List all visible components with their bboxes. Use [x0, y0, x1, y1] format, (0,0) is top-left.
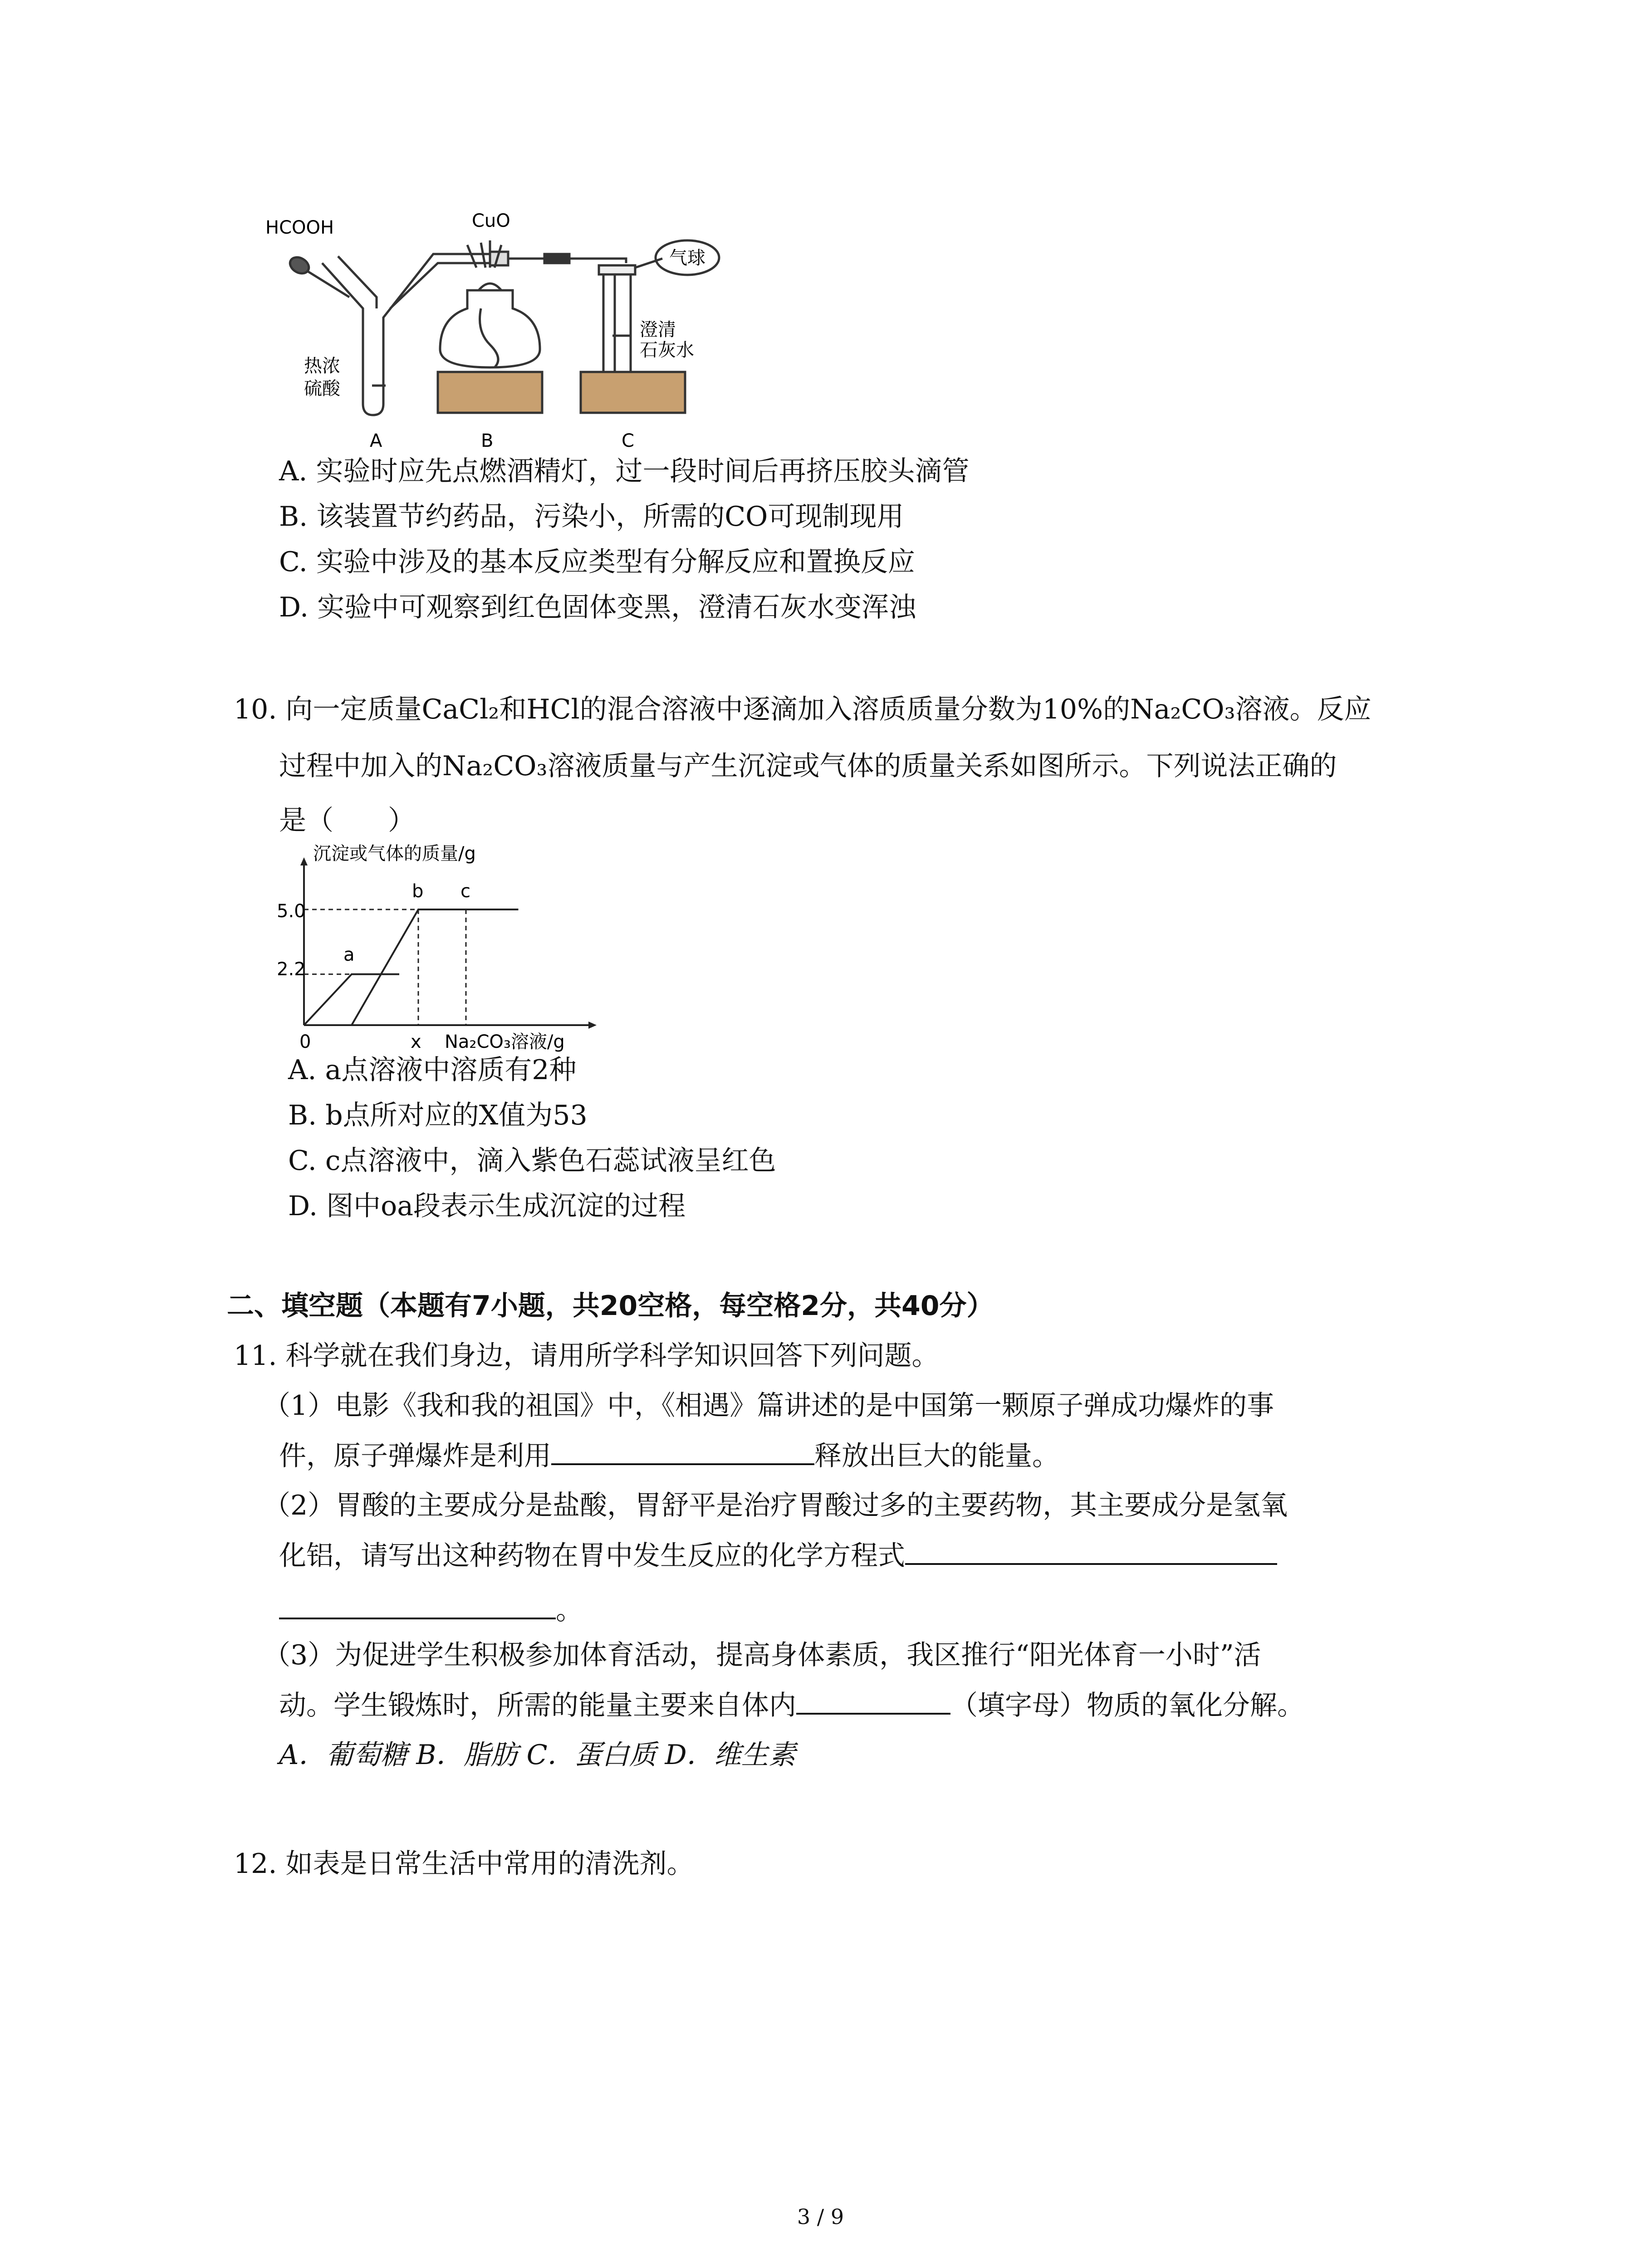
chart-series-line-1: [304, 974, 399, 1025]
balloon-label: 气球: [669, 248, 705, 269]
chart-point-a: a: [343, 944, 355, 965]
q11-part2-line2: [279, 1538, 1277, 1574]
q10-option-b: B. b点所对应的X值为53: [288, 1100, 588, 1131]
chart-series-line-2: [352, 909, 519, 1025]
q11-part1-line2-post: 释放出巨大的能量。: [814, 1440, 1059, 1472]
chart-point-b: b: [412, 881, 424, 902]
chart-origin-label: 0: [299, 1031, 311, 1052]
apparatus-label-c: C: [622, 430, 634, 451]
chart-x-label: Na₂CO₃溶液/g: [445, 1031, 565, 1052]
acid-label-1: 热浓: [304, 356, 340, 376]
q9-option-c: C. 实验中涉及的基本反应类型有分解反应和置换反应: [279, 546, 915, 578]
chart-y-label: 沉淀或气体的质量/g: [313, 844, 476, 864]
page-number: 3 / 9: [797, 2204, 844, 2229]
hcooh-label: HCOOH: [265, 217, 334, 238]
q9-option-d: D. 实验中可观察到红色固体变黑，澄清石灰水变浑浊: [279, 591, 916, 623]
q11-part1-line2: [279, 1438, 1059, 1474]
apparatus-label-a: A: [370, 430, 382, 451]
q11-intro: 11. 科学就在我们身边，请用所学科学知识回答下列问题。: [234, 1340, 939, 1372]
q11-part3-line1: （3）为促进学生积极参加体育活动，提高身体素质，我区推行“阳光体育一小时”活: [263, 1639, 1261, 1671]
q10-stem-line3: 是（ ）: [279, 805, 415, 836]
q10-chart: [263, 844, 626, 1052]
q11-part1-line2-pre: 件，原子弹爆炸是利用: [279, 1440, 551, 1472]
q9-option-a: A. 实验时应先点燃酒精灯，过一段时间后再挤压胶头滴管: [279, 455, 970, 487]
q11-part3-choices: A．葡萄糖 B．脂肪 C．蛋白质 D．维生素: [279, 1739, 796, 1771]
section-2-title: 二、填空题（本题有7小题，共20空格，每空格2分，共40分）: [227, 1290, 994, 1322]
apparatus-label-b: B: [481, 430, 494, 451]
q10-option-a: A. a点溶液中溶质有2种: [288, 1054, 577, 1086]
chart-y-tick-2-2: 2.2: [277, 959, 306, 980]
q11-part3-line2-post: （填字母）物质的氧化分解。: [950, 1690, 1304, 1721]
q10-stem-line1: 10. 向一定质量CaCl₂和HCl的混合溶液中逐滴加入溶质质量分数为10%的Na₂CO₃溶液。反应: [234, 694, 1372, 725]
limewater-label-1: 澄清: [640, 319, 676, 340]
limewater-label-2: 石灰水: [640, 340, 694, 361]
q11-part2-line3: [279, 1592, 583, 1628]
q10-option-d: D. 图中oa段表示生成沉淀的过程: [288, 1190, 686, 1222]
q10-option-c: C. c点溶液中，滴入紫色石蕊试液呈红色: [288, 1145, 776, 1177]
q11-part2-line3-post: 。: [556, 1594, 583, 1626]
q11-part3-line2-pre: 动。学生锻炼时，所需的能量主要来自体内: [279, 1690, 796, 1721]
q11-part2-line1: （2）胃酸的主要成分是盐酸，胃舒平是治疗胃酸过多的主要药物，其主要成分是氢氧: [263, 1490, 1288, 1521]
q11-blank-2a[interactable]: [905, 1538, 1277, 1565]
chart-x-tick-label: x: [411, 1031, 421, 1052]
q11-blank-1[interactable]: [551, 1438, 814, 1465]
q11-part3-line2: [279, 1687, 1304, 1723]
chart-y-tick-5-0: 5.0: [277, 901, 306, 922]
q9-option-b: B. 该装置节约药品，污染小，所需的CO可现制现用: [279, 501, 904, 533]
experiment-apparatus-figure: [254, 200, 753, 454]
q11-part1-line1: （1）电影《我和我的祖国》中，《相遇》篇讲述的是中国第一颗原子弹成功爆炸的事: [263, 1390, 1274, 1422]
q12-stem: 12. 如表是日常生活中常用的清洗剂。: [234, 1848, 694, 1880]
q11-blank-3[interactable]: [796, 1687, 950, 1715]
q11-part2-line2-pre: 化铝，请写出这种药物在胃中发生反应的化学方程式: [279, 1540, 905, 1572]
acid-label-2: 硫酸: [304, 378, 340, 399]
chart-point-c: c: [460, 881, 470, 902]
q10-stem-line2: 过程中加入的Na₂CO₃溶液质量与产生沉淀或气体的质量关系如图所示。下列说法正确的: [279, 750, 1337, 782]
cuo-label: CuO: [472, 210, 510, 231]
q11-blank-2b[interactable]: [279, 1592, 556, 1619]
